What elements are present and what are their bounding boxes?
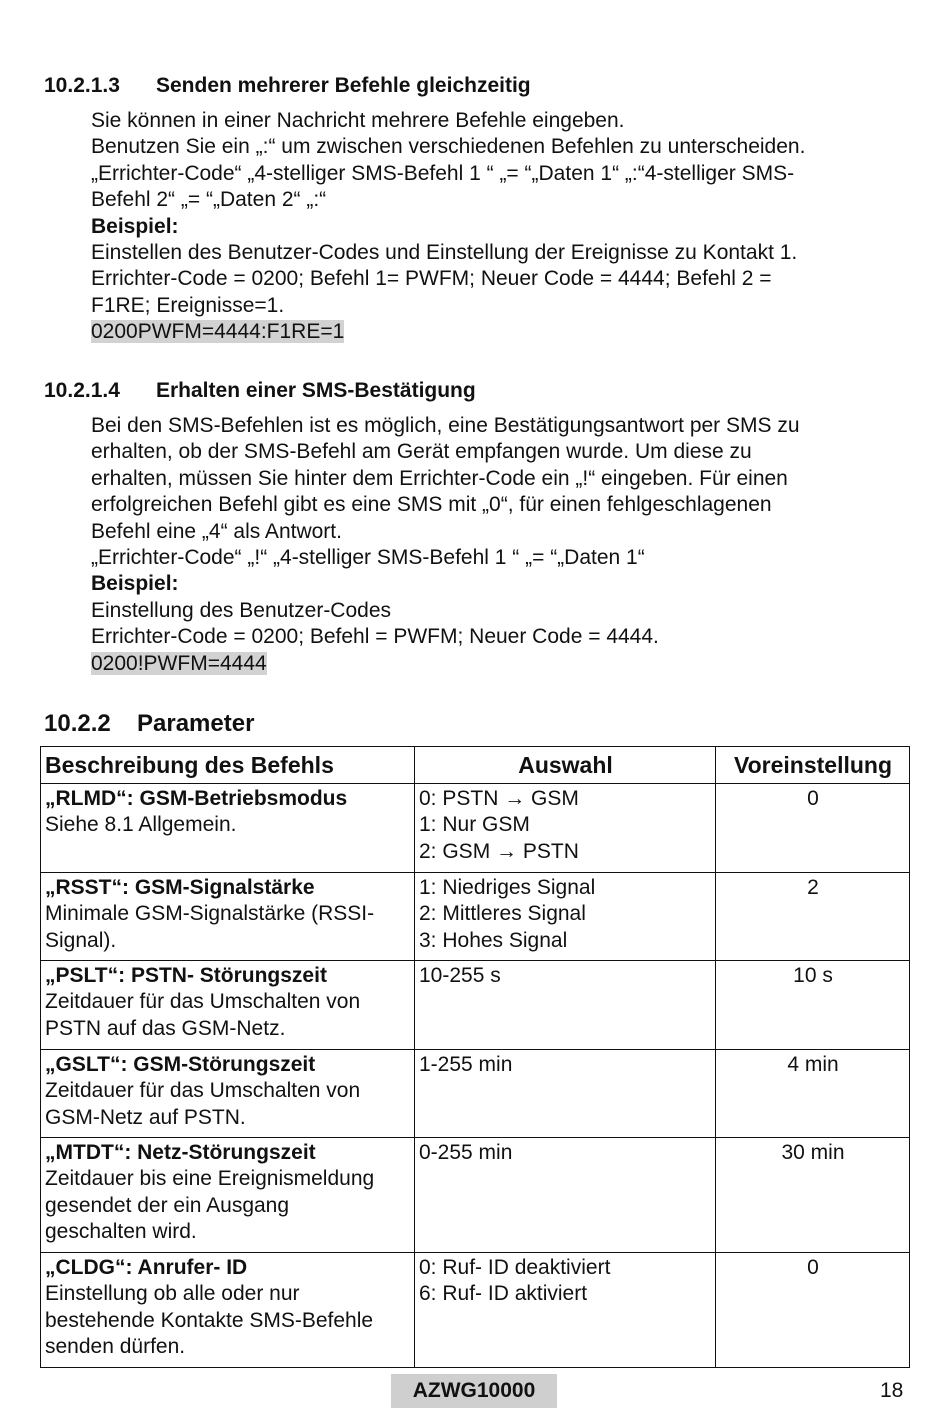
parameter-desc: Zeitdauer für das Umschalten von (45, 1079, 361, 1102)
parameter-desc: Signal). (45, 928, 117, 952)
default-cell: 0 (716, 1252, 910, 1367)
table-header-row (41, 747, 910, 784)
section-number: 10.2.1.4 (44, 379, 120, 402)
parameter-table (40, 746, 910, 1368)
header-description: Beschreibung des Befehls (41, 747, 415, 784)
body-line: erhalten, müssen Sie hinter dem Errichter-Code ein „!“ eingeben. Für einen (91, 466, 788, 490)
table-row (41, 783, 910, 872)
example-label: Beispiel: (91, 572, 179, 596)
parameter-name: „RLMD“: GSM-Betriebsmodus (45, 786, 348, 810)
body-line: Benutzen Sie ein „:“ um zwischen verschiedenen Befehlen zu unterscheiden. (91, 135, 806, 159)
option: 3: Hohes Signal (419, 928, 568, 952)
option: 0: PSTN → GSM (419, 786, 579, 810)
table-row (41, 1137, 910, 1252)
parameter-desc: senden dürfen. (45, 1335, 186, 1358)
selection-cell (415, 1252, 716, 1367)
parameter-desc: Zeitdauer bis eine Ereignismeldung (45, 1167, 375, 1190)
default-cell: 30 min (716, 1137, 910, 1252)
body-line: „Errichter-Code“ „!“ „4-stelliger SMS-Befehl 1 “ „= “„Daten 1“ (91, 546, 645, 570)
parameter-desc: geschalten wird. (45, 1220, 197, 1243)
section-number: 10.2.2 (44, 710, 111, 737)
selection-cell (415, 872, 716, 960)
selection-cell (415, 783, 716, 872)
header-default: Voreinstellung (716, 747, 910, 784)
example-line: Einstellung des Benutzer-Codes (91, 598, 392, 622)
body-line: „Errichter-Code“ „4-stelliger SMS-Befehl 1 “ „= “„Daten 1“ „:“4-stelliger SMS- (91, 161, 795, 185)
selection-cell (415, 1049, 716, 1137)
default-cell: 10 s (716, 960, 910, 1049)
default-cell: 0 (716, 783, 910, 872)
section-body-10-2-1-4 (91, 413, 911, 677)
table-row (41, 1252, 910, 1367)
parameter-desc: Zeitdauer für das Umschalten von (45, 990, 361, 1013)
selection-cell (415, 960, 716, 1049)
description-cell (41, 1049, 415, 1137)
table-row (41, 872, 910, 960)
option: 2: GSM → PSTN (419, 839, 579, 863)
example-line: Errichter-Code = 0200; Befehl = PWFM; Neuer Code = 4444. (91, 625, 659, 649)
description-cell (41, 783, 415, 872)
body-line: erfolgreichen Befehl gibt es eine SMS mit „0“, für einen fehlgeschlagenen (91, 493, 772, 517)
option: 0: Ruf- ID deaktiviert (419, 1255, 611, 1279)
option: 10-255 s (419, 963, 501, 987)
default-cell: 2 (716, 872, 910, 960)
section-heading-10-2-1-3 (44, 73, 531, 99)
example-code: 0200!PWFM=4444 (91, 651, 267, 675)
section-heading-10-2-1-4 (44, 378, 476, 404)
section-number: 10.2.1.3 (44, 74, 120, 97)
option: 1-255 min (419, 1052, 513, 1076)
option: 0-255 min (419, 1140, 513, 1164)
selection-cell (415, 1137, 716, 1252)
product-code-footer: AZWG10000 (391, 1374, 557, 1408)
option: 2: Mittleres Signal (419, 902, 586, 925)
example-label: Beispiel: (91, 214, 179, 238)
parameter-name: „MTDT“: Netz-Störungszeit (45, 1140, 316, 1164)
parameter-name: „CLDG“: Anrufer- ID (45, 1255, 248, 1279)
parameter-heading (44, 709, 254, 739)
table-row (41, 1049, 910, 1137)
section-title: Senden mehrerer Befehle gleichzeitig (156, 74, 531, 97)
header-selection: Auswahl (415, 747, 716, 784)
body-line: Bei den SMS-Befehlen ist es möglich, eine Bestätigungsantwort per SMS zu (91, 414, 800, 437)
option: 1: Nur GSM (419, 813, 530, 836)
example-line: Einstellen des Benutzer-Codes und Einstellung der Ereignisse zu Kontakt 1. (91, 241, 798, 265)
table-row (41, 960, 910, 1049)
page-number: 18 (880, 1379, 904, 1402)
parameter-desc: Minimale GSM-Signalstärke (RSSI- (45, 902, 375, 925)
parameter-desc: Siehe 8.1 Allgemein. (45, 813, 237, 836)
parameter-desc: PSTN auf das GSM-Netz. (45, 1016, 286, 1040)
body-line: Sie können in einer Nachricht mehrere Befehle eingeben. (91, 109, 625, 132)
body-line: erhalten, ob der SMS-Befehl am Gerät empfangen wurde. Um diese zu (91, 440, 752, 464)
description-cell (41, 872, 415, 960)
body-line: Befehl eine „4“ als Antwort. (91, 519, 342, 543)
example-line: Errichter-Code = 0200; Befehl 1= PWFM; Neuer Code = 4444; Befehl 2 = (91, 267, 772, 291)
section-title: Erhalten einer SMS-Bestätigung (156, 379, 476, 402)
parameter-name: „GSLT“: GSM-Störungszeit (45, 1052, 316, 1076)
section-title: Parameter (137, 710, 255, 737)
option: 1: Niedriges Signal (419, 875, 596, 899)
example-code: 0200PWFM=4444:F1RE=1 (91, 320, 345, 344)
parameter-desc: Einstellung ob alle oder nur (45, 1282, 300, 1305)
body-line: Befehl 2“ „= “„Daten 2“ „:“ (91, 188, 327, 212)
option: 6: Ruf- ID aktiviert (419, 1282, 588, 1305)
description-cell (41, 960, 415, 1049)
parameter-desc: GSM-Netz auf PSTN. (45, 1105, 246, 1129)
default-cell: 4 min (716, 1049, 910, 1137)
example-line: F1RE; Ereignisse=1. (91, 293, 285, 317)
parameter-desc: gesendet der ein Ausgang (45, 1193, 290, 1217)
description-cell (41, 1137, 415, 1252)
parameter-desc: bestehende Kontakte SMS-Befehle (45, 1308, 374, 1332)
section-body-10-2-1-3 (91, 108, 911, 346)
parameter-name: „PSLT“: PSTN- Störungszeit (45, 963, 327, 987)
description-cell (41, 1252, 415, 1367)
parameter-name: „RSST“: GSM-Signalstärke (45, 875, 315, 899)
